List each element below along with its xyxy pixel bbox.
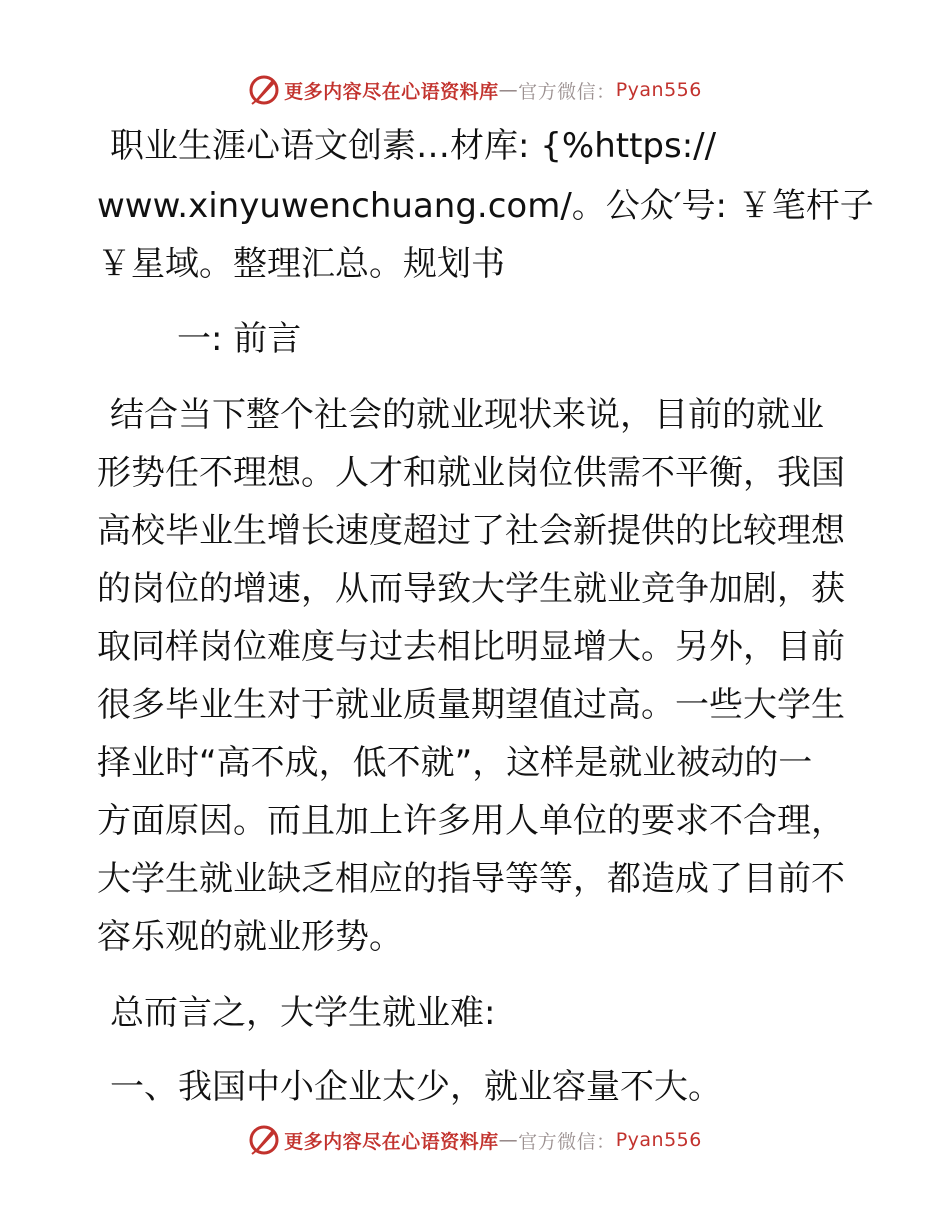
- watermark-separator: —: [498, 79, 519, 101]
- header-line-1: 职业生涯心语文创素…材库: {%https://: [110, 126, 717, 166]
- watermark-wechat-label: 官方微信：: [518, 80, 616, 103]
- paragraph-line: 大学生就业缺乏相应的指导等等，都造成了目前不: [97, 859, 845, 899]
- section-heading: 一: 前言: [177, 319, 302, 359]
- paragraph-line: 的岗位的增速，从而导致大学生就业竞争加剧，获: [97, 569, 845, 609]
- paragraph-line: 取同样岗位难度与过去相比明显增大。另外，目前: [97, 627, 845, 667]
- paragraph-line: 方面原因。而且加上许多用人单位的要求不合理，: [97, 801, 845, 841]
- paragraph-line: 结合当下整个社会的就业现状来说，目前的就业: [110, 395, 824, 435]
- header-line-2: www.xinyuwenchuang.com/。公众′号: ￥笔杆子: [97, 186, 874, 226]
- paragraph-line: 容乐观的就业形势。: [97, 917, 403, 957]
- watermark-main-text: 更多内容尽在心语资料库: [284, 80, 499, 103]
- paragraph-line: 高校毕业生增长速度超过了社会新提供的比较理想: [97, 511, 845, 551]
- paragraph-line: 形势任不理想。人才和就业岗位供需不平衡，我国: [97, 453, 845, 493]
- watermark-banner-top: [0, 72, 950, 108]
- point-1: 一、我国中小企业太少，就业容量不大。: [110, 1067, 722, 1107]
- watermark-separator: —: [498, 1129, 519, 1151]
- header-line-3: ￥星域。整理汇总。规划书: [97, 244, 505, 284]
- watermark-wechat-label: 官方微信：: [518, 1130, 616, 1153]
- quill-pen-logo-icon: [248, 74, 280, 106]
- paragraph-line: 很多毕业生对于就业质量期望值过高。一些大学生: [97, 685, 845, 725]
- watermark-main-text: 更多内容尽在心语资料库: [284, 1130, 499, 1153]
- watermark-banner-bottom: [0, 1122, 950, 1158]
- paragraph-line: 择业时“高不成，低不就”，这样是就业被动的一: [97, 743, 813, 783]
- watermark-wechat-id: Pyan556: [615, 79, 702, 101]
- summary-line: 总而言之，大学生就业难:: [110, 993, 496, 1033]
- watermark-wechat-id: Pyan556: [615, 1129, 702, 1151]
- quill-pen-logo-icon: [248, 1124, 280, 1156]
